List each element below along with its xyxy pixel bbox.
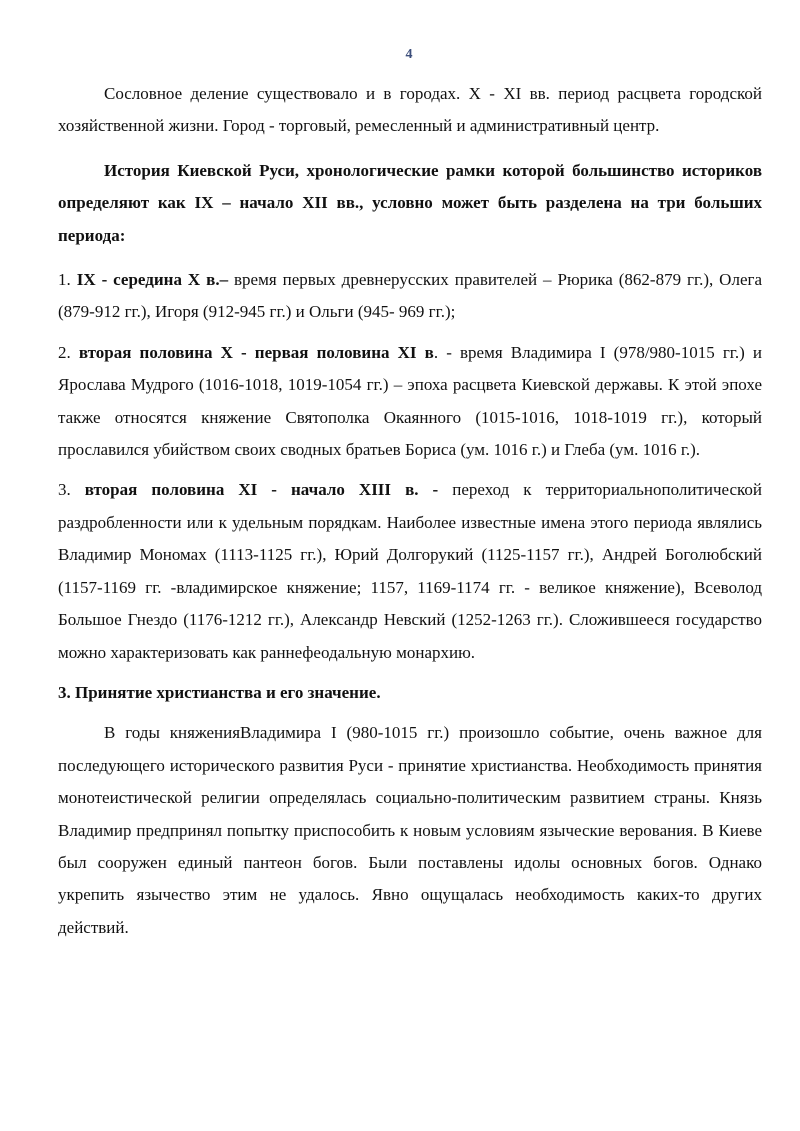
period-item-2-title: вторая половина X - первая половина XI в bbox=[78, 342, 434, 362]
period-item-1-number: 1. bbox=[58, 270, 77, 290]
page-number: 4 bbox=[405, 47, 413, 62]
paragraph-periods-intro bbox=[58, 155, 762, 252]
period-item-3-number: 3. bbox=[58, 480, 85, 500]
paragraph-christianity: В годы княженияВладимира I (980-1015 гг.) произошло событие, очень важное для последующего исторического развития Руси - принятие христианства. Необходимость принятия монотеистической религии определялась социально-политическим развитием страны. Князь Владимир предпринял попытку приспособить к новым условиям языческие верования. В Киеве был сооружен единый пантеон богов. Были поставлены идолы основных богов. Однако укрепить язычество этим не удалось. Явно ощущалась необходимость каких-то других действий. bbox=[58, 723, 762, 937]
period-item-1 bbox=[58, 264, 762, 329]
section-heading-text: 3. Принятие христианства и его значение. bbox=[58, 682, 381, 702]
period-item-2-number: 2. bbox=[58, 342, 79, 362]
period-item-3-text: переход к территориальнополитической раздробленности или к удельным порядкам. Наиболее известные имена этого периода являлись Владимир Мономах (1113-1125 гг.), Юрий Долгорукий (1125-1157 гг.), Андрей Боголюбский (1157-1169 гг. -владимирское княжение; 1157, 1169-1174 гг. - великое княжение), Всеволод Большое Гнездо (1176-1212 гг.), Александр Невский (1252-1263 гг.). Сложившееся государство можно характеризовать как раннефеодальную монархию. bbox=[58, 480, 763, 662]
period-item-3 bbox=[58, 474, 762, 668]
period-item-2-text: . - время Владимира I (978/980-1015 гг.) и Ярослава Мудрого (1016-1018, 1019-1054 гг.) – эпоха расцвета Киевской державы. К этой эпохе также относятся княжение Святополка Окаянного (1015-1016, 1018-1019 гг.), который прославился убийством своих сводных братьев Бориса (ум. 1016 г.) и Глеба (ум. 1016 г.). bbox=[58, 342, 762, 460]
period-item-3-title: вторая половина XI - начало XIII в. - bbox=[84, 480, 439, 500]
period-item-1-text: время первых древнерусских правителей – Рюрика (862-879 гг.), Олега (879-912 гг.), Игоря (912-945 гг.) и Ольги (945- 969 гг.); bbox=[58, 270, 763, 322]
period-item-1-title: IX - середина X в.– bbox=[76, 270, 229, 290]
paragraph-city-estates: Сословное деление существовало и в городах. X - XI вв. период расцвета городской хозяйственной жизни. Город - торговый, ремесленный и административный центр. bbox=[58, 84, 762, 136]
document-body bbox=[58, 78, 762, 944]
period-item-2 bbox=[58, 337, 762, 467]
section-heading bbox=[58, 677, 762, 709]
periods-intro-bold: История Киевской Руси, хронологические рамки которой большинство историков определяют как IX – начало XII вв., условно может быть разделена на три больших периода: bbox=[58, 160, 762, 245]
